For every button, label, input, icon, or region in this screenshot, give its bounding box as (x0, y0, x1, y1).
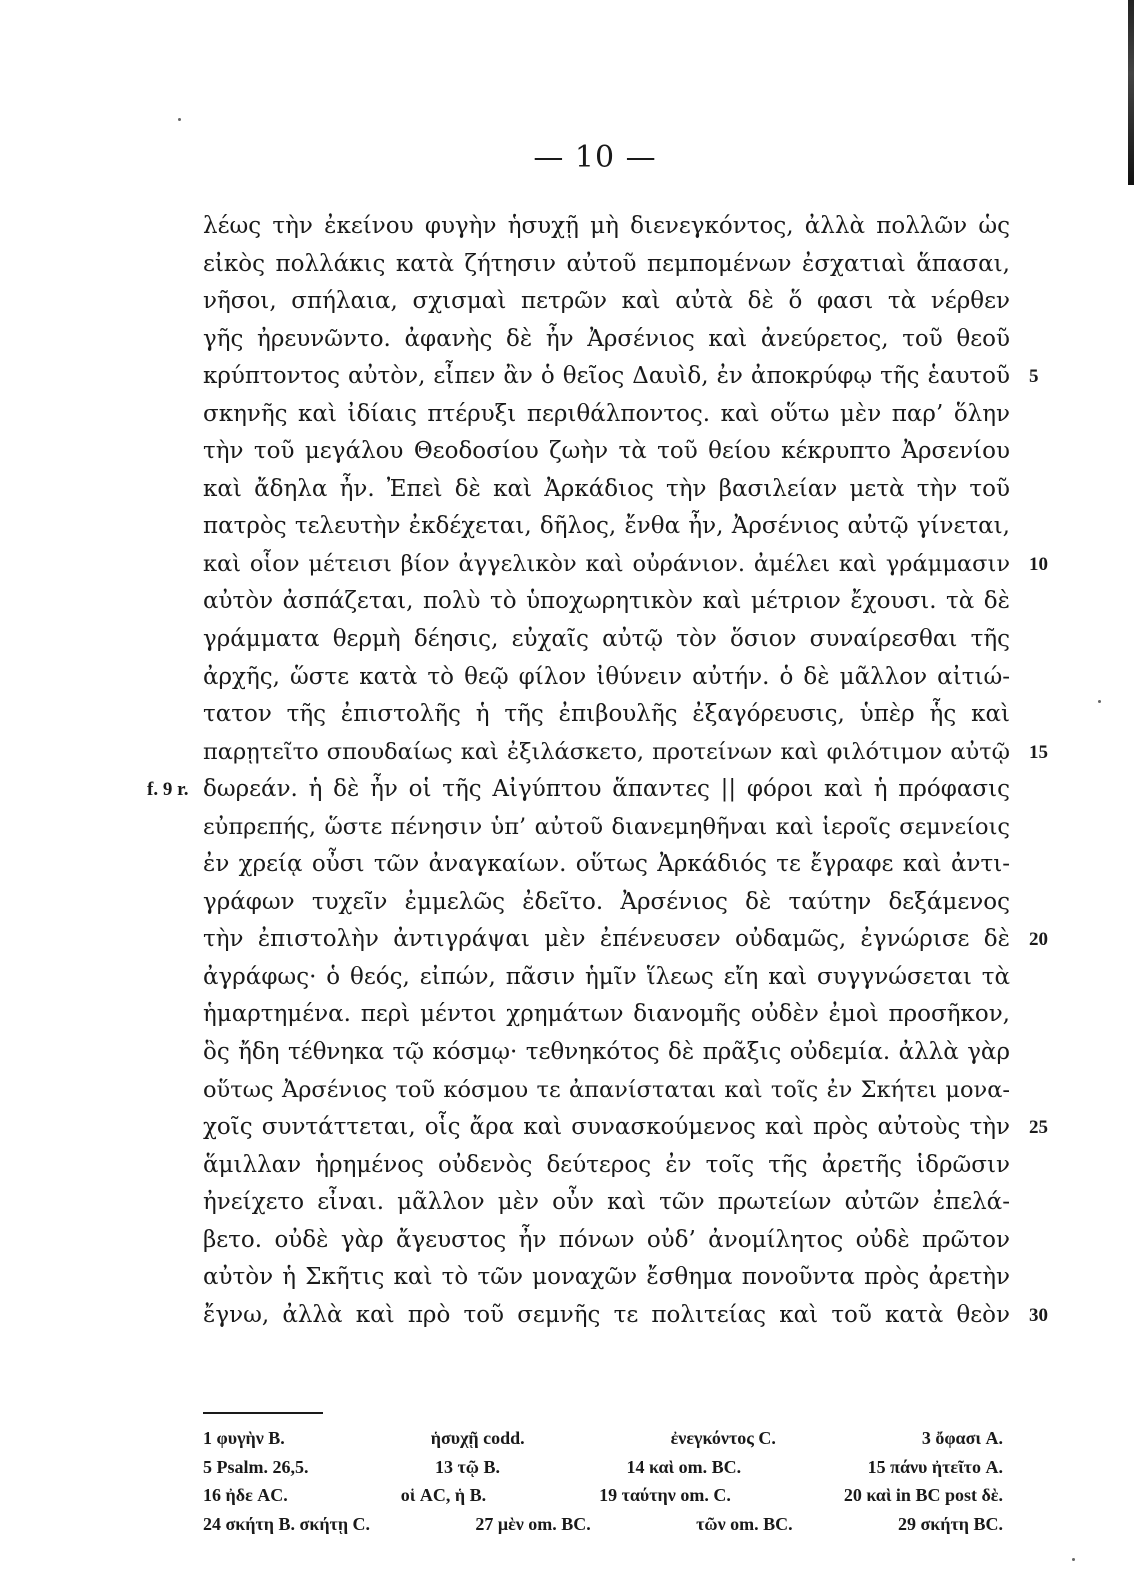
line-text: τατον τῆς ἐπιστολῆς ἡ τῆς ἐπιβουλῆς ἐξαγόρευσις, ὑπὲρ ἧς καὶ (203, 701, 1010, 728)
note-row (203, 1424, 1003, 1453)
line-text: καὶ ἄδηλα ἦν. Ἐπεὶ δὲ καὶ Ἀρκάδιος τὴν βασιλείαν μετὰ τὴν τοῦ (203, 475, 1010, 502)
text-line (203, 696, 1010, 734)
apparatus-entry: 16 ἠδε AC. (203, 1485, 288, 1505)
apparatus-entry: 5 Psalm. 26,5. (203, 1456, 309, 1477)
text-line (147, 771, 1010, 809)
line-text: αὐτὸν ἀσπάζεται, πολὺ τὸ ὑποχωρητικὸν καὶ μέτριον ἔχουσι. τὰ δὲ (203, 588, 1010, 615)
line-text: γράφων τυχεῖν ἐμμελῶς ἐδεῖτο. Ἀρσένιος δὲ ταύτην δεξάμενος (203, 888, 1010, 915)
line-text: λέως τὴν ἐκείνου φυγὴν ἡσυχῇ μὴ διενεγκόντος, ἀλλὰ πολλῶν ὡς (203, 213, 1010, 239)
line-text: δωρεάν. ἡ δὲ ἦν οἱ τῆς Αἰγύπτου ἅπαντες || φόροι καὶ ἡ πρόφασις (203, 776, 1010, 803)
footnote-separator (203, 1412, 323, 1414)
apparatus-entry: 14 καὶ om. BC. (626, 1456, 742, 1477)
line-text: κρύπτοντος αὐτὸν, εἶπεν ἂν ὁ θεῖος Δαυὶδ, ἐν ἀποκρύφῳ τῆς ἑαυτοῦ (203, 363, 1010, 390)
apparatus-entry: 3 ὄφασι A. (921, 1428, 1003, 1448)
text-line (203, 809, 1010, 847)
line-number: 25 (1029, 1117, 1048, 1139)
line-text: πατρὸς τελευτὴν ἐκδέχεται, δῆλος, ἔνθα ἦν, Ἀρσένιος αὐτῷ γίνεται, (203, 513, 1010, 540)
critical-apparatus (203, 1424, 1003, 1538)
line-text: χοῖς συντάττεται, οἷς ἄρα καὶ συνασκούμενος καὶ πρὸς αὐτοὺς τὴν (203, 1114, 1010, 1141)
line-text: ἀρχῆς, ὥστε κατὰ τὸ θεῷ φίλον ἰθύνειν αὐτήν. ὁ δὲ μᾶλλον αἰτιώ- (203, 663, 1010, 690)
page-edge-mark (1128, 0, 1134, 185)
line-text: βετο. οὐδὲ γὰρ ἄγευστος ἦν πόνων οὐδ’ ἀνομίλητος οὐδὲ πρῶτον (203, 1226, 1010, 1253)
apparatus-entry: ἡσυχῇ codd. (430, 1428, 525, 1448)
text-line (203, 734, 1048, 772)
text-line (203, 659, 1010, 697)
line-text: οὕτως Ἀρσένιος τοῦ κόσμου τε ἀπανίσταται καὶ τοῖς ἐν Σκήτει μονα- (203, 1076, 1010, 1103)
apparatus-entry: 15 πάνυ ἠτεῖτο A. (867, 1456, 1003, 1477)
line-text: ἔγνω, ἀλλὰ καὶ πρὸ τοῦ σεμνῆς τε πολιτείας καὶ τοῦ κατὰ θεὸν (203, 1301, 1010, 1328)
text-line (203, 246, 1010, 284)
line-number: 30 (1029, 1304, 1048, 1326)
apparatus-entry: ἐνεγκόντος C. (670, 1428, 776, 1448)
text-line (203, 283, 1010, 321)
line-text: νῆσοι, σπήλαια, σχισμαὶ πετρῶν καὶ αὐτὰ δὲ ὅ φασι τὰ νέρθεν (203, 288, 1010, 315)
text-line (203, 996, 1010, 1034)
line-number: 15 (1029, 741, 1048, 763)
line-text: γῆς ἠρευνῶντο. ἀφανὴς δὲ ἦν Ἀρσένιος καὶ ἀνεύρετος, τοῦ θεοῦ (203, 325, 1010, 352)
line-text: σκηνῆς καὶ ἰδίαις πτέρυξι περιθάλποντος. καὶ οὕτω μὲν παρ’ ὅλην (203, 400, 1010, 427)
text-line (203, 208, 1010, 246)
line-text: τὴν τοῦ μεγάλου Θεοδοσίου ζωὴν τὰ τοῦ θείου κέκρυπτο Ἀρσενίου (203, 438, 1010, 465)
page-number: — 10 — (533, 140, 657, 175)
apparatus-entry: 13 τῷ B. (435, 1456, 500, 1477)
apparatus-entry: 20 καὶ in BC post δὲ. (843, 1485, 1003, 1505)
line-number: 5 (1029, 366, 1039, 388)
text-line (203, 1147, 1010, 1185)
text-line (203, 959, 1010, 997)
text-line (203, 884, 1010, 922)
text-line (203, 433, 1010, 471)
apparatus-entry: τῶν om. BC. (696, 1513, 793, 1534)
print-speck (1072, 1558, 1075, 1561)
line-text: εἰκὸς πολλάκις κατὰ ζήτησιν αὐτοῦ πεμπομένων ἐσχατιαὶ ἅπασαι, (203, 250, 1010, 277)
line-text: ἐν χρείᾳ οὖσι τῶν ἀναγκαίων. οὕτως Ἀρκάδιός τε ἔγραφε καὶ ἀντι- (203, 851, 1010, 878)
text-line (203, 1184, 1010, 1222)
text-line (203, 1297, 1048, 1335)
text-line (203, 471, 1010, 509)
text-line (203, 358, 1039, 396)
print-speck (1098, 700, 1101, 703)
apparatus-entry: 27 μὲν om. BC. (475, 1513, 591, 1534)
line-number: 10 (1029, 553, 1048, 575)
main-text-block (147, 208, 1048, 1334)
line-text: καὶ οἷον μέτεισι βίον ἀγγελικὸν καὶ οὐράνιον. ἀμέλει καὶ γράμμασιν (203, 550, 1010, 577)
text-line (203, 546, 1048, 584)
apparatus-entry: 19 ταύτην om. C. (599, 1485, 731, 1505)
note-row (203, 1453, 1003, 1482)
text-line (203, 508, 1010, 546)
line-text: ἀγράφως· ὁ θεός, εἰπών, πᾶσιν ἡμῖν ἵλεως εἴη καὶ συγγνώσεται τὰ (203, 963, 1010, 990)
text-line (203, 321, 1010, 359)
apparatus-entry: οἱ AC, ἡ B. (400, 1485, 487, 1505)
text-line (203, 921, 1048, 959)
folio-marker: f. 9 r. (147, 779, 189, 801)
text-line (203, 1072, 1010, 1110)
text-line (203, 621, 1010, 659)
text-line (203, 1109, 1048, 1147)
line-text: ὃς ἤδη τέθνηκα τῷ κόσμῳ· τεθνηκότος δὲ πρᾶξις οὐδεμία. ἀλλὰ γὰρ (203, 1039, 1010, 1066)
print-speck (178, 118, 181, 121)
text-line (203, 1034, 1010, 1072)
note-row (203, 1510, 1003, 1539)
line-text: γράμματα θερμὴ δέησις, εὐχαῖς αὐτῷ τὸν ὅσιον συναίρεσθαι τῆς (203, 626, 1010, 653)
line-text: εὐπρεπής, ὥστε πένησιν ὑπ’ αὐτοῦ διανεμηθῆναι καὶ ἱεροῖς σεμνείοις (203, 813, 1010, 840)
text-line (203, 583, 1010, 621)
text-line (203, 1259, 1010, 1297)
line-number: 20 (1029, 929, 1048, 951)
apparatus-entry: 29 σκήτη BC. (897, 1513, 1003, 1534)
note-row (203, 1481, 1003, 1510)
apparatus-entry: 24 σκήτη B. σκήτῃ C. (203, 1513, 371, 1534)
line-text: ἅμιλλαν ἡρημένος οὐδενὸς δεύτερος ἐν τοῖς τῆς ἀρετῆς ἱδρῶσιν (203, 1151, 1010, 1178)
line-text: τὴν ἐπιστολὴν ἀντιγράψαι μὲν ἐπένευσεν οὐδαμῶς, ἐγνώρισε δὲ (203, 926, 1010, 953)
line-text: ἡμαρτημένα. περὶ μέντοι χρημάτων διανομῆς οὐδὲν ἐμοὶ προσῆκον, (203, 1001, 1010, 1028)
line-text: αὐτὸν ἡ Σκῆτις καὶ τὸ τῶν μοναχῶν ἔσθημα πονοῦντα πρὸς ἀρετὴν (203, 1264, 1010, 1291)
text-line (203, 396, 1010, 434)
apparatus-entry: 1 φυγὴν B. (203, 1428, 285, 1448)
text-line (203, 846, 1010, 884)
line-text: ἠνείχετο εἶναι. μᾶλλον μὲν οὖν καὶ τῶν πρωτείων αὐτῶν ἐπελά- (203, 1189, 1010, 1216)
line-text: παρῃτεῖτο σπουδαίως καὶ ἐξιλάσκετο, προτείνων καὶ φιλότιμον αὐτῷ (203, 738, 1010, 765)
text-line (203, 1222, 1010, 1260)
